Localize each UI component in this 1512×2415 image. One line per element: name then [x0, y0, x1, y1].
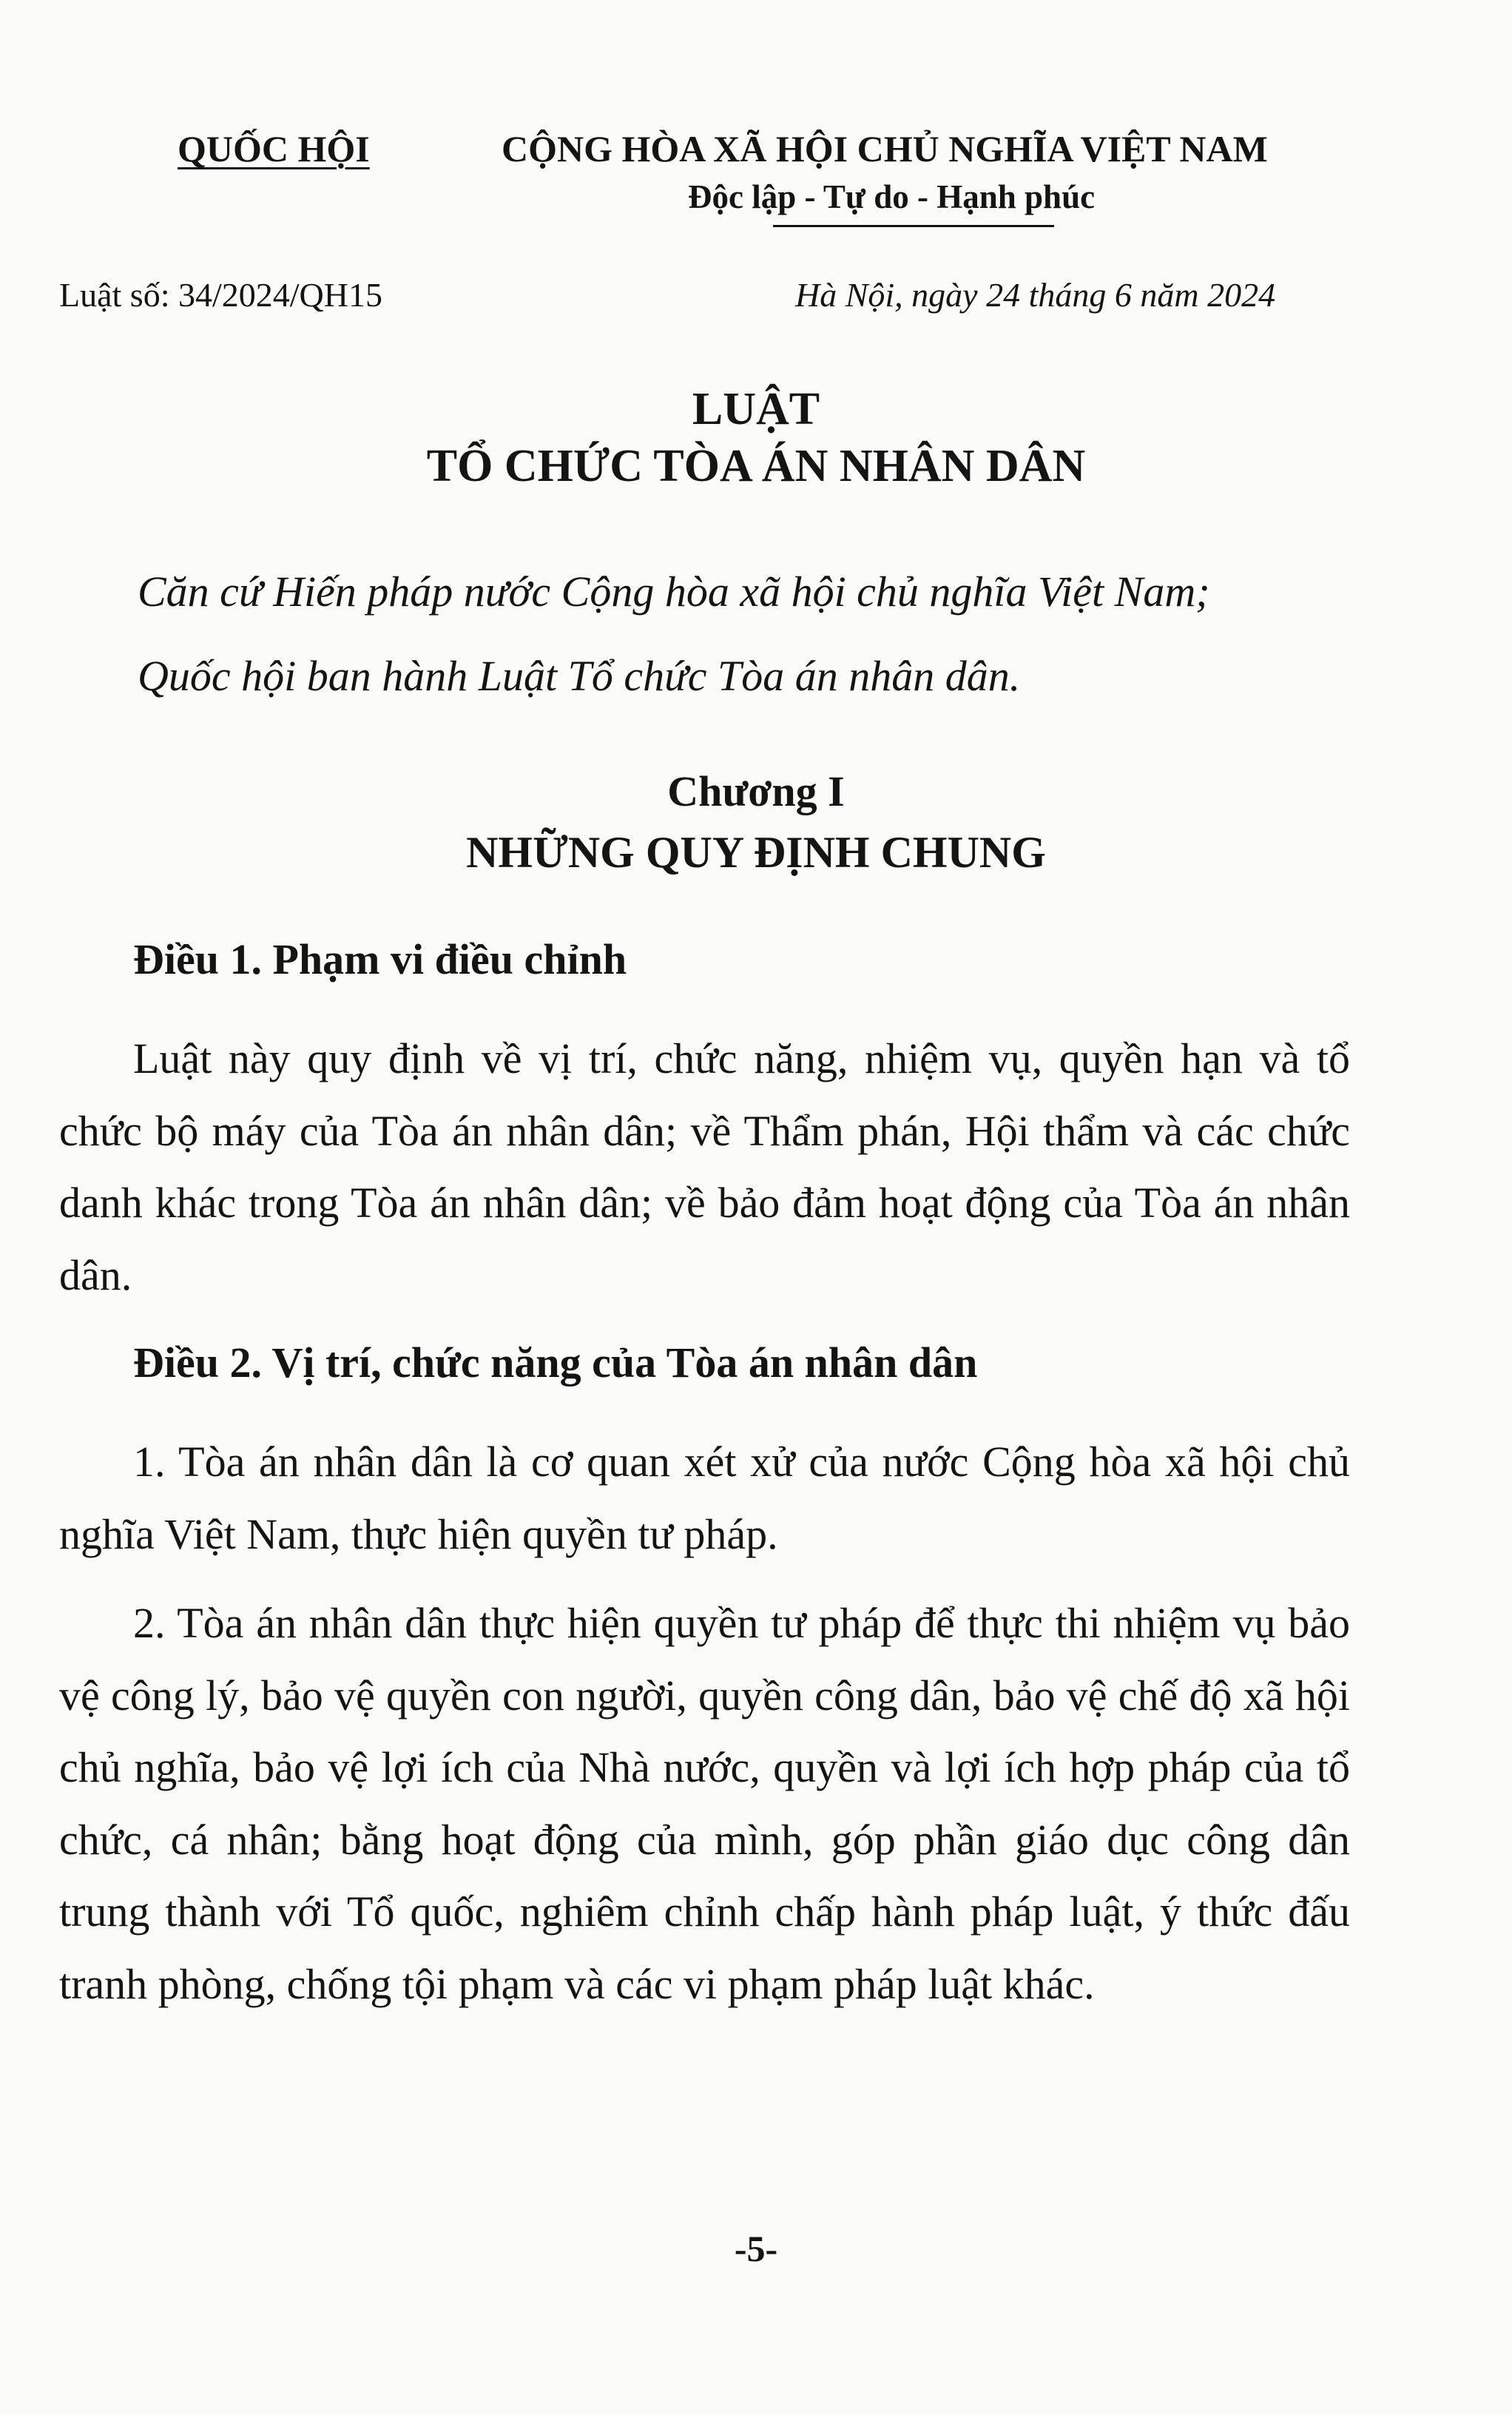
country-name: CỘNG HÒA XÃ HỘI CHỦ NGHĨA VIỆT NAM: [502, 128, 1268, 169]
document-title: TỔ CHỨC TÒA ÁN NHÂN DÂN: [426, 441, 1086, 491]
article-paragraph: 1. Tòa án nhân dân là cơ quan xét xử của nước Cộng hòa xã hội chủ nghĩa Việt Nam, thực hiện quyền tư pháp.: [59, 1438, 1350, 1558]
preamble-line: Quốc hội ban hành Luật Tổ chức Tòa án nhân dân.: [138, 652, 1021, 700]
chapter-title: NHỮNG QUY ĐỊNH CHUNG: [466, 828, 1046, 877]
article-paragraph: 2. Tòa án nhân dân thực hiện quyền tư pháp để thực thi nhiệm vụ bảo vệ công lý, bảo vệ quyền con người, quyền công dân, bảo vệ chế độ xã hội chủ nghĩa, bảo vệ lợi ích của Nhà nước, quyền và lợi ích hợp pháp của tổ chức, cá nhân; bằng hoạt động của mình, góp phần giáo dục công dân trung thành với Tổ quốc, nghiêm chỉnh chấp hành pháp luật, ý thức đấu tranh phòng, chống tội phạm và các vi phạm pháp luật khác.: [59, 1599, 1350, 2008]
article-heading: Điều 2. Vị trí, chức năng của Tòa án nhân dân: [133, 1338, 978, 1387]
issuer-name: QUỐC HỘI: [178, 128, 370, 169]
law-number: Luật số: 34/2024/QH15: [59, 276, 382, 314]
motto-underline: [773, 225, 1054, 227]
page-number: -5-: [734, 2228, 778, 2269]
article-paragraph: Luật này quy định về vị trí, chức năng, nhiệm vụ, quyền hạn và tổ chức bộ máy của Tòa án nhân dân; về Thẩm phán, Hội thẩm và các chức danh khác trong Tòa án nhân dân; về bảo đảm hoạt động của Tòa án nhân dân.: [59, 1034, 1350, 1299]
article-heading: Điều 1. Phạm vi điều chỉnh: [133, 935, 627, 983]
document-type: LUẬT: [692, 384, 820, 434]
place-and-date: Hà Nội, ngày 24 tháng 6 năm 2024: [795, 276, 1276, 314]
national-motto: Độc lập - Tự do - Hạnh phúc: [688, 178, 1096, 215]
preamble-line: Căn cứ Hiến pháp nước Cộng hòa xã hội chủ nghĩa Việt Nam;: [138, 567, 1210, 616]
chapter-number: Chương I: [667, 767, 845, 815]
